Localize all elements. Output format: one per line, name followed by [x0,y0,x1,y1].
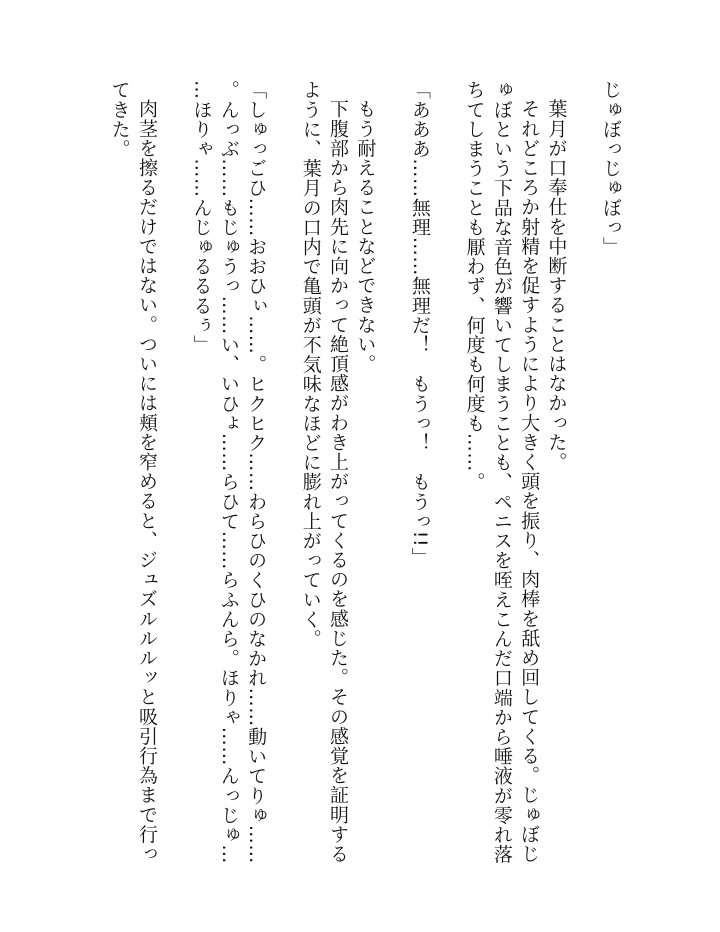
vertical-text-block [105,80,624,870]
paragraph-7: 「しゅっごひ……おおひぃ……。ヒクヒク……わらひのくひのなかれ……動いてりゅ……。んっぶ……もじゅうっ……い、いひょ……らひて……らふんら。ほりゃ……んっじゅ……ほりゃ……んじゅるるるぅ」 [190,80,268,864]
paragraph-gap [569,80,596,870]
paragraph-gap [160,80,187,870]
paragraph-1: じゅぼっじゅぼっ」 [600,80,622,257]
paragraph-3: それどころか射精を促すようにより大きく頭を振り、肉棒を舐め回してくる。じゅぼじゅぼという下品な音色が響いてしまうことも、ペニスを咥えこんだ口端から唾液が零れ落ちてしまうことも厭わず、何度も何度も……。 [463,80,541,864]
paragraph-gap [378,80,405,870]
paragraph-gap [269,80,296,870]
paragraph-gap [433,80,460,870]
paragraph-8: 肉茎を擦るだけではない。ついには頬を窄めると、ジュズルルルッと吸引行為まで行ってきた。 [108,80,158,864]
paragraph-6: 下腹部から肉先に向かって絶頂感がわき上がってくるのを感じた。その感覚を証明するように、葉月の口内で亀頭が不気味なほどに膨れ上がっていく。 [299,80,350,864]
paragraph-4: 「あああ……無理……無理だ！ もうっ！ もうっ!!」 [408,80,431,567]
paragraph-5: もう耐えることなどできない。 [354,99,377,374]
paragraph-2: 葉月が口奉仕を中断することはなかった。 [545,99,568,472]
